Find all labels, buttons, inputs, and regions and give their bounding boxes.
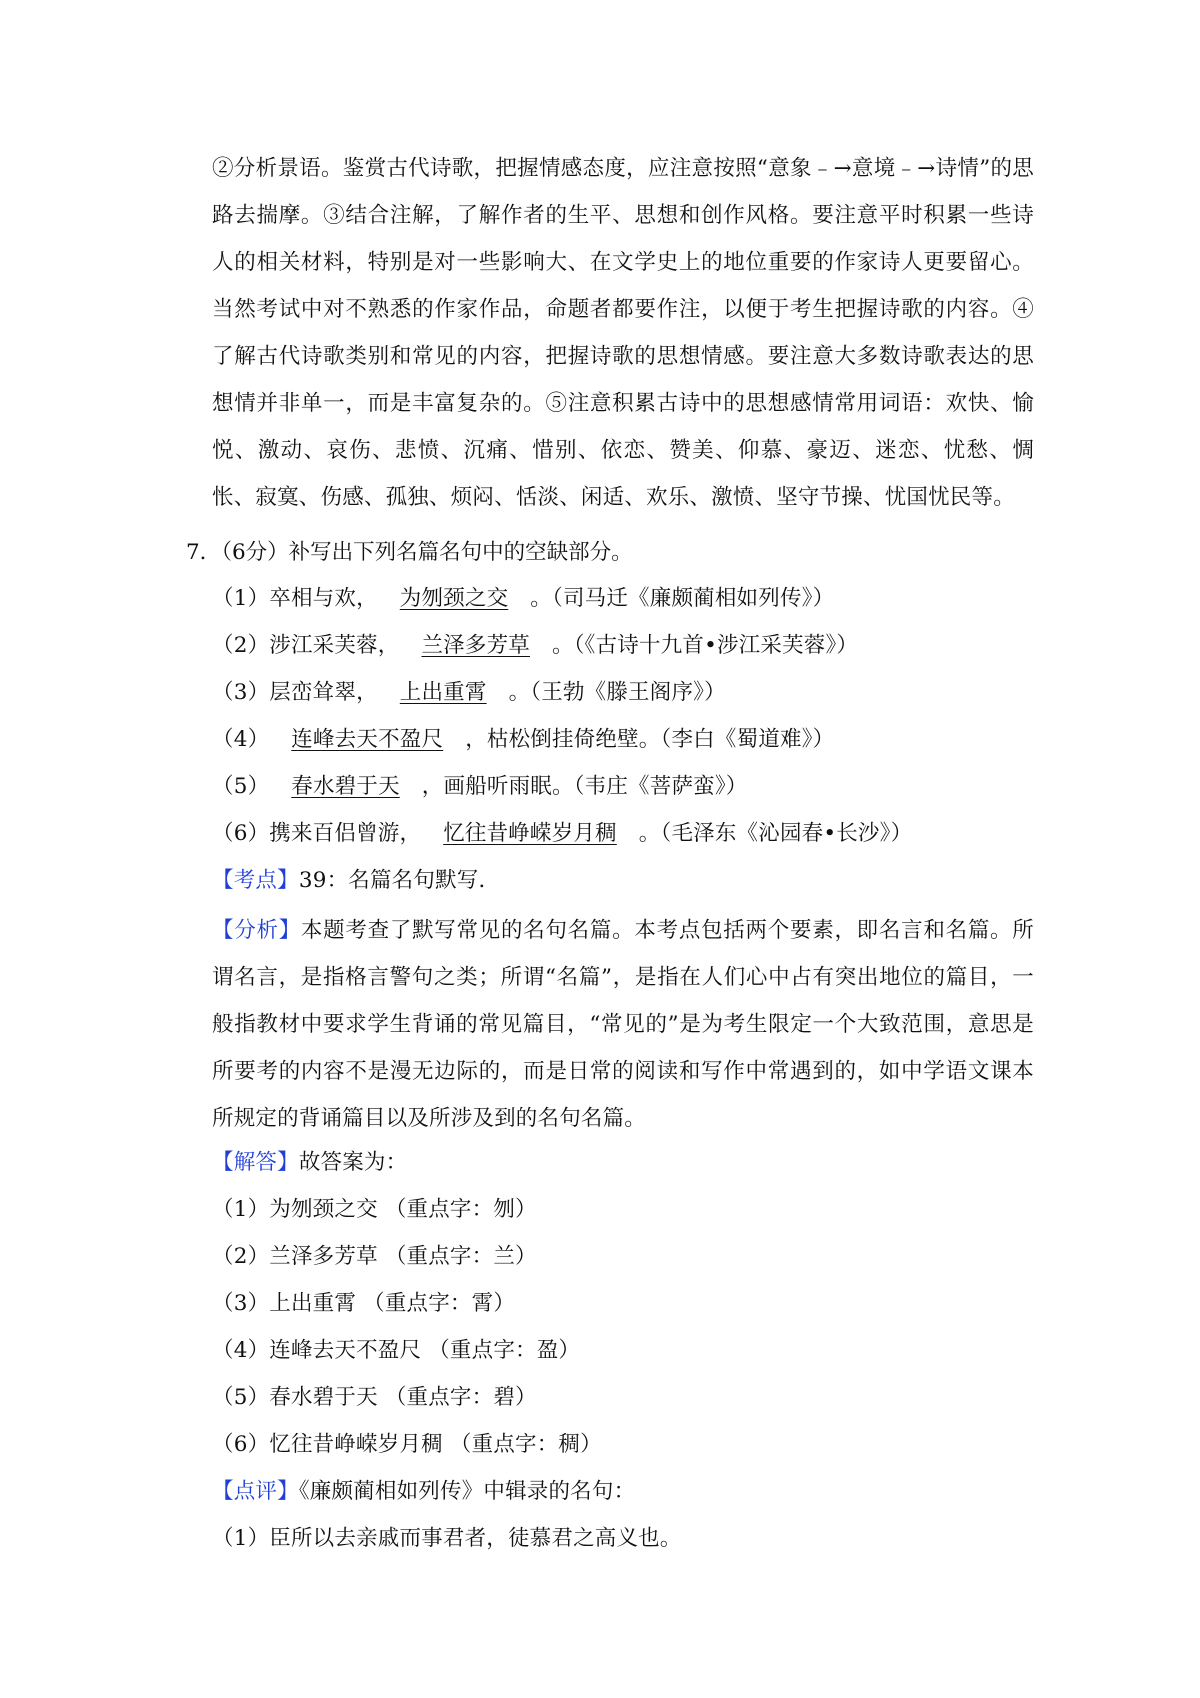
jieda-item-3: （3）上出重霄 （重点字：霄）: [212, 1291, 516, 1316]
dianping-text: 《廉颇蔺相如列传》中辑录的名句：: [298, 1479, 636, 1504]
item-prefix: （5）: [212, 774, 270, 799]
item-suffix: 。（《古诗十九首•涉江采芙蓉》）: [552, 633, 859, 658]
kaodian-line: [212, 866, 500, 896]
question-number: 7．: [186, 540, 222, 565]
question-item-5: [212, 772, 748, 802]
item-answer: 为刎颈之交: [399, 586, 509, 611]
question-text: （6分）补写出下列名篇名句中的空缺部分。: [221, 540, 633, 565]
intro-paragraph: ②分析景语。鉴赏古代诗歌，把握情感态度，应注意按照“意象﹣→意境﹣→诗情”的思路去揣摩。③结合注解，了解作者的生平、思想和创作风格。要注意平时积累一些诗人的相关材料，特别是对一些影响大、在文学史上的地位重要的作家诗人更要留心。当然考试中对不熟悉的作家作品，命题者都要作注，以便于考生把握诗歌的内容。④了解古代诗歌类别和常见的内容，把握诗歌的思想情感。要注意大多数诗歌表达的思想情并非单一，而是丰富复杂的。⑤注意积累古诗中的思想感情常用词语：欢快、愉悦、激动、哀伤、悲愤、沉痛、惜别、依恋、赞美、仰慕、豪迈、迷恋、忧愁、惆怅、寂寞、伤感、孤独、烦闷、恬淡、闲适、欢乐、激愤、坚守节操、忧国忧民等。: [212, 156, 1034, 510]
question-item-2: [212, 631, 858, 661]
fenxi-paragraph: [212, 907, 1034, 1142]
item-suffix: 。（司马迁《廉颇蔺相如列传》）: [530, 586, 835, 611]
dianping-item-1: （1）臣所以去亲戚而事君者，徒慕君之高义也。: [212, 1526, 682, 1551]
item-prefix: （1）卒相与欢，: [212, 586, 378, 611]
question-7-heading: [186, 538, 633, 568]
jieda-text: 故答案为：: [298, 1150, 408, 1175]
kaodian-tag: 【考点】: [212, 868, 299, 893]
item-prefix: （3）层峦耸翠，: [212, 680, 378, 705]
item-prefix: （2）涉江采芙蓉，: [212, 633, 400, 658]
jieda-item-2: （2）兰泽多芳草 （重点字：兰）: [212, 1244, 537, 1269]
item-answer: 春水碧于天: [291, 774, 400, 799]
jieda-line: [212, 1148, 407, 1178]
item-answer: 忆往昔峥嵘岁月稠: [443, 821, 617, 846]
item-suffix: 。（毛泽东《沁园春•长沙》）: [638, 821, 913, 846]
jieda-item-1: （1）为刎颈之交 （重点字：刎）: [212, 1197, 537, 1222]
item-suffix: 。（王勃《滕王阁序》）: [508, 680, 726, 705]
question-item-4: [212, 725, 834, 755]
jieda-item-5: （5）春水碧于天 （重点字：碧）: [212, 1385, 537, 1410]
item-suffix: ，画船听雨眠。（韦庄《菩萨蛮》）: [421, 774, 748, 799]
item-prefix: （4）: [212, 727, 270, 752]
question-item-3: [212, 678, 726, 708]
jieda-item-4: （4）连峰去天不盈尺 （重点字：盈）: [212, 1338, 581, 1363]
jieda-tag: 【解答】: [212, 1150, 299, 1175]
item-prefix: （6）携来百侣曾游，: [212, 821, 422, 846]
question-item-1: [212, 584, 834, 614]
question-item-6: [212, 819, 912, 849]
item-answer: 上出重霄: [399, 680, 487, 705]
item-answer: 兰泽多芳草: [421, 633, 530, 658]
fenxi-tag: 【分析】: [212, 918, 301, 943]
item-answer: 连峰去天不盈尺: [291, 727, 444, 752]
jieda-item-6: （6）忆往昔峥嵘岁月稠 （重点字：稠）: [212, 1432, 602, 1457]
fenxi-text: 本题考查了默写常见的名句名篇。本考点包括两个要素，即名言和名篇。所谓名言，是指格言警句之类；所谓“名篇”，是指在人们心中占有突出地位的篇目，一般指教材中要求学生背诵的常见篇目，“常见的”是为考生限定一个大致范围，意思是所要考的内容不是漫无边际的，而是日常的阅读和写作中常遇到的，如中学语文课本所规定的背诵篇目以及所涉及到的名句名篇。: [212, 918, 1034, 1131]
dianping-tag: 【点评】: [212, 1479, 299, 1504]
kaodian-text: 39：名篇名句默写．: [298, 868, 501, 893]
item-suffix: ，枯松倒挂倚绝壁。（李白《蜀道难》）: [465, 727, 835, 752]
dianping-line: [212, 1477, 635, 1507]
